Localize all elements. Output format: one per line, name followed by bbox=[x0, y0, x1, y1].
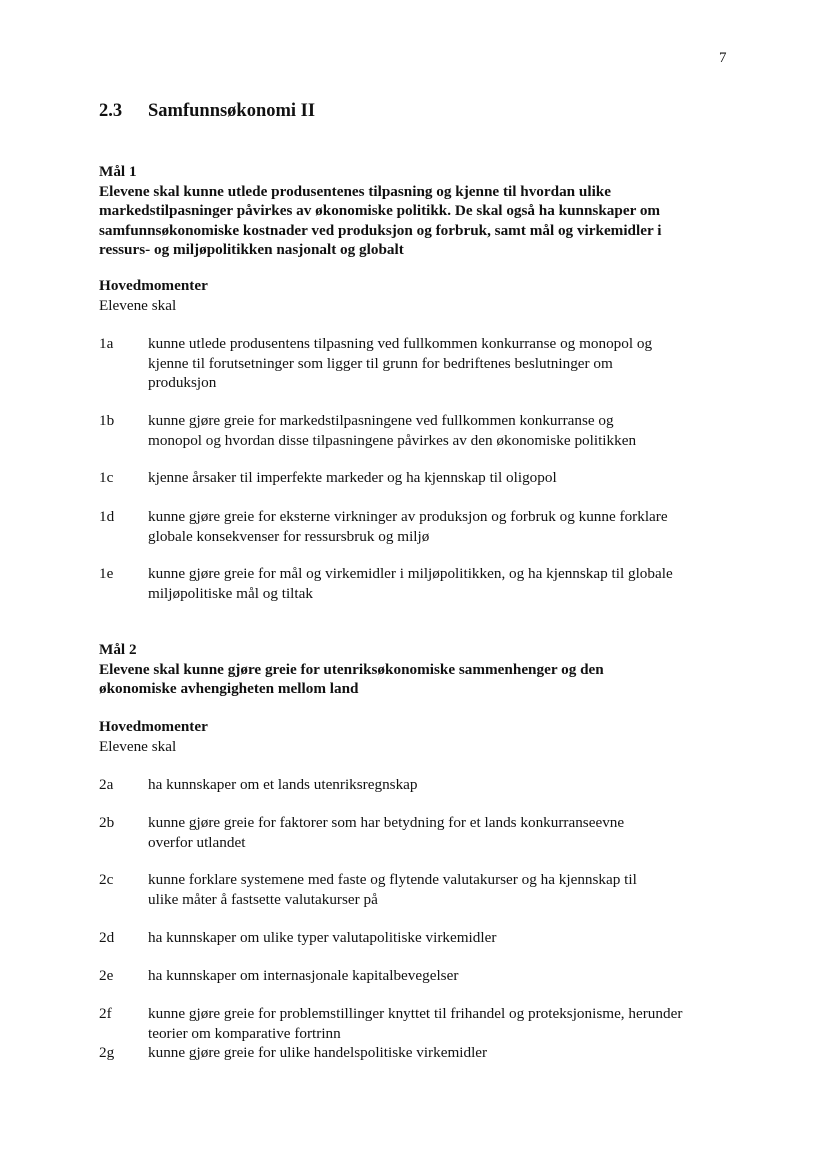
item-code: 2d bbox=[99, 929, 115, 946]
item-text bbox=[148, 411, 740, 450]
item-text-line: monopol og hvordan disse tilpasningene påvirkes av den økonomiske politikken bbox=[148, 431, 637, 449]
item-text bbox=[148, 870, 740, 909]
item-code: 2a bbox=[99, 776, 114, 793]
main-points-heading: Hovedmomenter bbox=[99, 718, 208, 735]
item-text bbox=[148, 1043, 740, 1063]
item-code: 1e bbox=[99, 565, 114, 582]
goal-2-text-line: økonomiske avhengigheten mellom land bbox=[99, 680, 359, 697]
item-text-line: kunne utlede produsentens tilpasning ved fullkommen konkurranse og monopol og bbox=[148, 335, 653, 352]
item-text-line: teorier om komparative fortrinn bbox=[148, 1024, 341, 1042]
item-text-line: kunne gjøre greie for markedstilpasningene ved fullkommen konkurranse og bbox=[148, 412, 614, 429]
goal-1-block bbox=[99, 162, 739, 260]
goal-1-text bbox=[99, 182, 739, 260]
goal-2-heading: Mål 2 bbox=[99, 641, 137, 658]
item-text-line: kunne gjøre greie for faktorer som har betydning for et lands konkurranseevne bbox=[148, 814, 625, 831]
main-points-heading: Hovedmomenter bbox=[99, 277, 208, 294]
item-text-line: kjenne til forutsetninger som ligger til grunn for bedriftenes beslutninger om bbox=[148, 354, 613, 372]
item-text-line: kunne gjøre greie for ulike handelspolitiske virkemidler bbox=[148, 1044, 488, 1061]
item-text-line: kjenne årsaker til imperfekte markeder og ha kjennskap til oligopol bbox=[148, 469, 557, 486]
item-text bbox=[148, 468, 740, 488]
item-text-line: ha kunnskaper om ulike typer valutapolitiske virkemidler bbox=[148, 929, 497, 946]
section-number: 2.3 bbox=[99, 101, 123, 121]
item-code: 2e bbox=[99, 967, 114, 984]
item-text-line: ha kunnskaper om internasjonale kapitalbevegelser bbox=[148, 967, 459, 984]
item-code: 2g bbox=[99, 1044, 115, 1061]
goal-1-heading: Mål 1 bbox=[99, 163, 137, 180]
item-text-line: ulike måter å fastsette valutakurser på bbox=[148, 890, 378, 908]
item-text-line: ha kunnskaper om et lands utenriksregnskap bbox=[148, 776, 418, 793]
section-title-text: Samfunnsøkonomi II bbox=[148, 101, 316, 121]
item-text bbox=[148, 1004, 740, 1043]
item-text-line: kunne gjøre greie for problemstillinger knyttet til frihandel og proteksjonisme, herunder bbox=[148, 1005, 683, 1022]
goal-1-text-line: ressurs- og miljøpolitikken nasjonalt og globalt bbox=[99, 241, 404, 258]
item-code: 2f bbox=[99, 1005, 112, 1022]
item-text bbox=[148, 928, 740, 948]
goal-1-text-line: markedstilpasninger påvirkes av økonomiske politikk. De skal også ha kunnskaper om bbox=[99, 202, 661, 219]
item-code: 1b bbox=[99, 412, 115, 429]
goal-2-text bbox=[99, 660, 739, 699]
item-code: 2b bbox=[99, 814, 115, 831]
item-code: 1d bbox=[99, 508, 115, 525]
item-text-line: overfor utlandet bbox=[148, 833, 246, 851]
goal-1-text-line: samfunnsøkonomiske kostnader ved produksjon og forbruk, samt mål og virkemidler i bbox=[99, 221, 662, 239]
goal-1-text-line: Elevene skal kunne utlede produsentenes tilpasning og kjenne til hvordan ulike bbox=[99, 182, 611, 200]
main-points-intro: Elevene skal bbox=[99, 737, 177, 755]
item-text-line: globale konsekvenser for ressursbruk og miljø bbox=[148, 527, 430, 545]
item-code: 1a bbox=[99, 335, 114, 352]
item-text-line: produksjon bbox=[148, 374, 217, 391]
item-text bbox=[148, 775, 740, 795]
item-text-line: kunne gjøre greie for eksterne virkninger av produksjon og forbruk og kunne forklare bbox=[148, 508, 668, 525]
main-points-intro: Elevene skal bbox=[99, 296, 177, 314]
goal-2-text-line: Elevene skal kunne gjøre greie for utenriksøkonomiske sammenhenger og den bbox=[99, 660, 604, 678]
item-text bbox=[148, 334, 740, 393]
item-text bbox=[148, 507, 740, 546]
item-text bbox=[148, 966, 740, 986]
item-text-line: miljøpolitiske mål og tiltak bbox=[148, 584, 313, 602]
goal-2-main-points bbox=[99, 717, 739, 756]
goal-1-main-points bbox=[99, 276, 739, 315]
item-text-line: kunne gjøre greie for mål og virkemidler i miljøpolitikken, og ha kjennskap til globale bbox=[148, 565, 673, 582]
item-code: 1c bbox=[99, 469, 114, 486]
item-text bbox=[148, 564, 740, 603]
goal-2-block bbox=[99, 640, 739, 699]
section-title bbox=[99, 101, 315, 122]
item-text-line: kunne forklare systemene med faste og flytende valutakurser og ha kjennskap til bbox=[148, 871, 637, 888]
item-text bbox=[148, 813, 740, 852]
page-number: 7 bbox=[719, 50, 727, 66]
item-code: 2c bbox=[99, 871, 114, 888]
